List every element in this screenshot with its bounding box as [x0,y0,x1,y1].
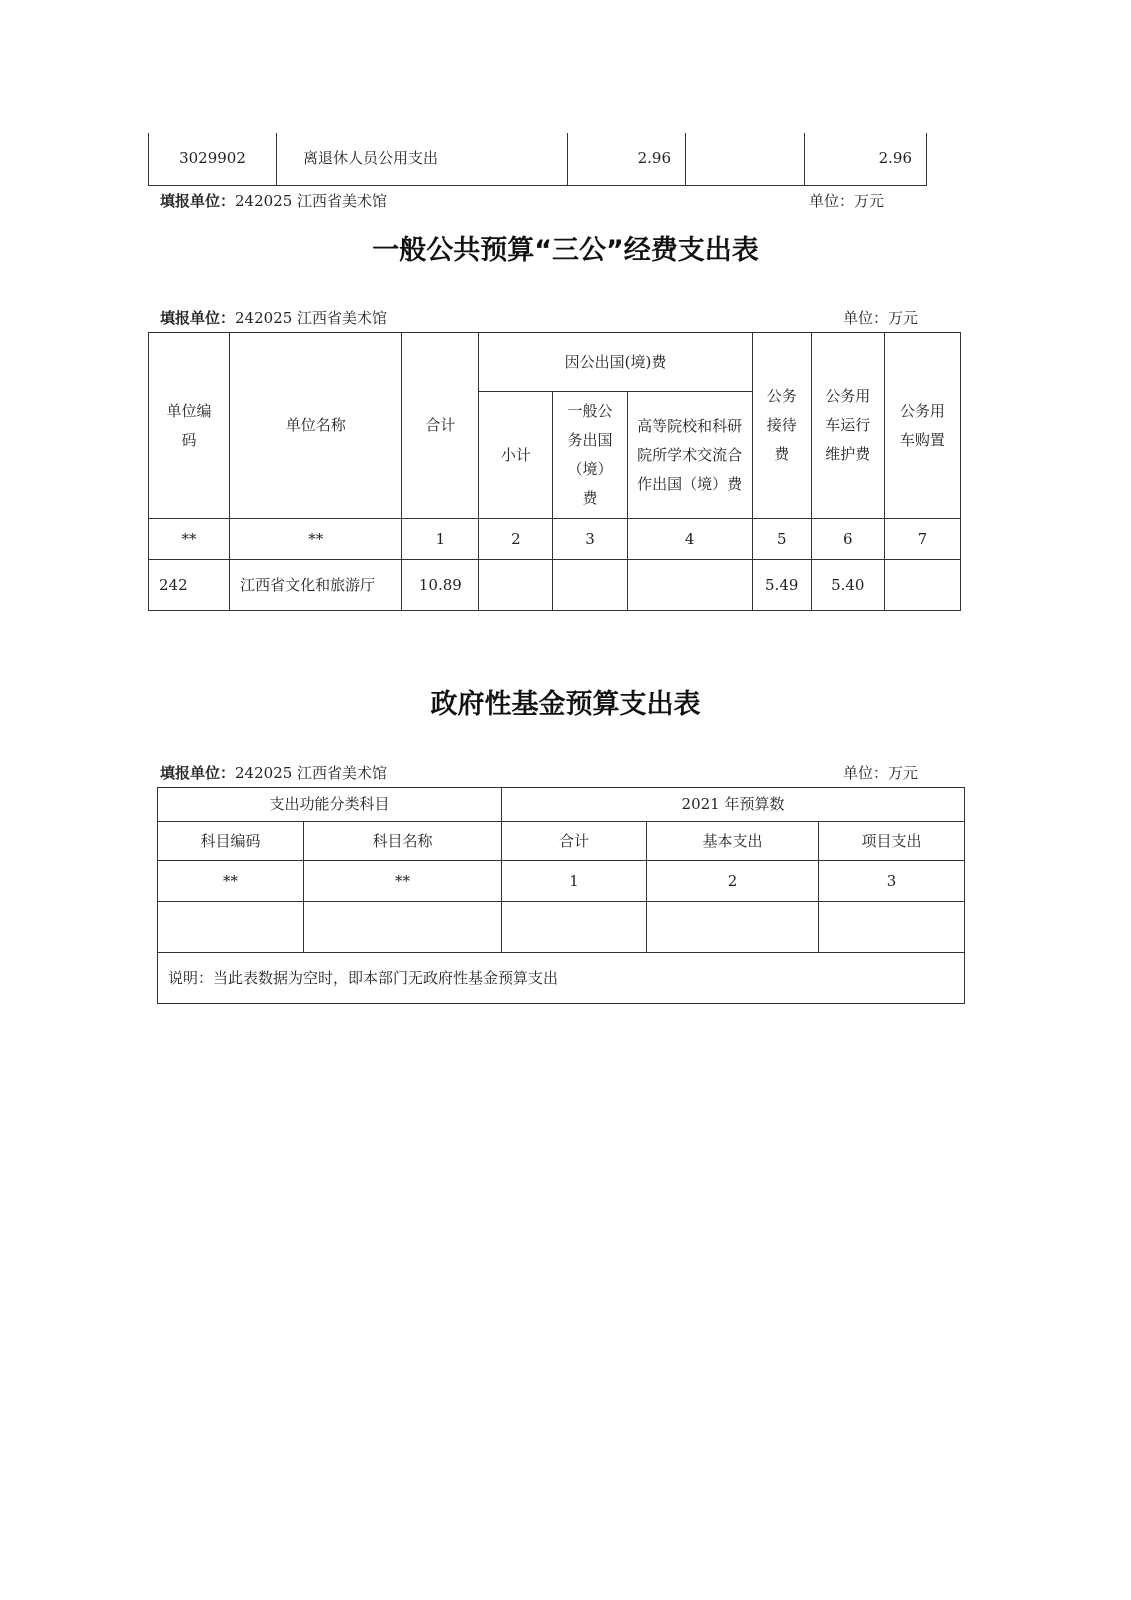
row-code: 3029902 [149,133,277,185]
fund-currency: 单位：万元 [843,764,919,782]
empty-cell [502,902,647,953]
header-abroad: 因公出国(境)费 [479,333,752,392]
header-code: 科目编码 [158,822,304,861]
header-vehicle-buy: 公务用车购置 [884,333,960,519]
sangong-title: 一般公共预算“三公”经费支出表 [372,235,759,266]
unit-label: 填报单位： [160,192,236,210]
header-name: 单位名称 [230,333,402,519]
sangong-unit-line [160,307,387,328]
cell-reception: 5.49 [752,560,811,611]
table-row [149,560,961,611]
index-cell: 2 [479,519,553,560]
row-name: 离退休人员公用支出 [277,133,568,185]
cell-general-abroad [553,560,627,611]
index-cell: ** [304,861,502,902]
index-cell: 3 [553,519,627,560]
table-row [158,902,965,953]
header-code: 单位编码 [149,333,230,519]
fund-note: 说明：当此表数据为空时，即本部门无政府性基金预算支出 [158,953,965,1004]
index-cell: 7 [884,519,960,560]
index-row [158,861,965,902]
sangong-table [148,332,961,611]
index-cell: 1 [402,519,479,560]
index-cell: 4 [627,519,752,560]
index-cell: 2 [647,861,819,902]
unit-label: 填报单位： [160,764,236,782]
cell-subtotal [479,560,553,611]
header-vehicle-ops: 公务用车运行维护费 [811,333,884,519]
header-general-abroad: 一般公务出国（境）费 [553,392,627,519]
header-academic-abroad: 高等院校和科研院所学术交流合作出国（境）费 [627,392,752,519]
index-cell: 6 [811,519,884,560]
unit-value: 242025 江西省美术馆 [235,764,388,782]
cell-total: 10.89 [402,560,479,611]
index-row [149,519,961,560]
previous-table-continuation [148,133,927,186]
unit-value: 242025 江西省美术馆 [235,309,388,327]
sangong-currency: 单位：万元 [843,309,919,327]
index-cell: ** [158,861,304,902]
unit-label: 填报单位： [160,309,236,327]
header-subtotal: 小计 [479,392,553,519]
fund-table [157,787,965,1004]
fund-unit-line [160,762,387,783]
header-reception: 公务接待费 [752,333,811,519]
index-cell: 3 [819,861,965,902]
top-currency: 单位：万元 [809,192,885,210]
index-cell: ** [230,519,402,560]
header-project: 项目支出 [819,822,965,861]
header-name: 科目名称 [304,822,502,861]
cell-academic-abroad [627,560,752,611]
header-group-right: 2021 年预算数 [502,788,965,822]
row-value-1: 2.96 [568,133,686,185]
row-value-2 [686,133,805,185]
index-cell: 1 [502,861,647,902]
fund-title: 政府性基金预算支出表 [430,689,701,720]
header-total: 合计 [402,333,479,519]
index-cell: 5 [752,519,811,560]
empty-cell [819,902,965,953]
cell-name: 江西省文化和旅游厅 [230,560,402,611]
cell-vehicle-ops: 5.40 [811,560,884,611]
empty-cell [647,902,819,953]
empty-cell [304,902,502,953]
cell-code: 242 [149,560,230,611]
empty-cell [158,902,304,953]
row-value-3: 2.96 [805,133,927,185]
header-group-left: 支出功能分类科目 [158,788,502,822]
unit-value: 242025 江西省美术馆 [235,192,388,210]
index-cell: ** [149,519,230,560]
cell-vehicle-buy [884,560,960,611]
top-unit-line [160,190,387,211]
header-total: 合计 [502,822,647,861]
header-basic: 基本支出 [647,822,819,861]
